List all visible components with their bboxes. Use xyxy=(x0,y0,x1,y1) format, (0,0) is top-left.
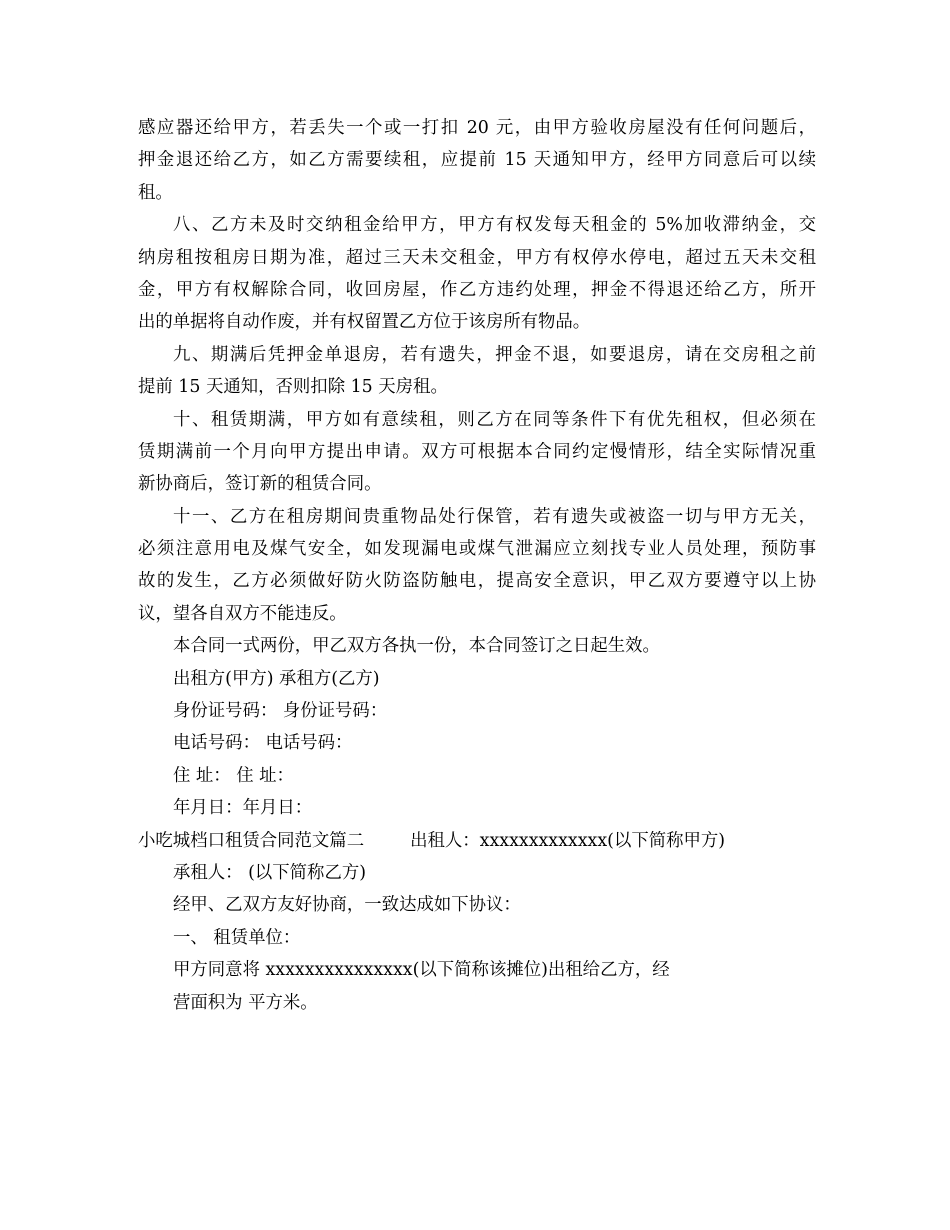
section-title: 小吃城档口租赁合同范文篇二 xyxy=(138,830,365,851)
document-page xyxy=(138,112,816,1019)
agreement-intro: 经甲、乙双方友好协商，一致达成如下协议： xyxy=(173,895,521,916)
clause-8-line-2: 纳房租按租房日期为准，超过三天未交租金，甲方有权停水停电，超过五天未交租 xyxy=(138,247,816,268)
clause-8-line-1: 八、乙方未及时交纳租金给甲方，甲方有权发每天租金的 5%加收滞纳金，交 xyxy=(173,215,816,236)
text-line-3: 租。 xyxy=(138,182,173,203)
id-number-label: 身份证号码： 身份证号码： xyxy=(173,701,388,722)
clause-1-line-2: 营面积为 平方米。 xyxy=(173,992,318,1013)
clause-10-line-2: 赁期满前一个月向甲方提出申请。双方可根据本合同约定慢情形，结全实际情况重 xyxy=(138,441,816,462)
clause-9-line-2: 提前 15 天通知，否则扣除 15 天房租。 xyxy=(138,377,448,398)
clause-1-heading: 一、 租赁单位： xyxy=(173,927,301,948)
clause-8-line-4: 出的单据将自动作废，并有权留置乙方位于该房所有物品。 xyxy=(138,312,591,333)
clause-11-line-1: 十一、乙方在租房期间贵重物品处行保管，若有遗失或被盗一切与甲方无关， xyxy=(173,506,816,527)
date-label: 年月日：年月日： xyxy=(173,798,313,819)
clause-10-line-3: 新协商后，签订新的租赁合同。 xyxy=(138,474,382,495)
text-line-2: 押金退还给乙方，如乙方需要续租，应提前 15 天通知甲方，经甲方同意后可以续 xyxy=(138,150,816,171)
clause-9-line-1: 九、期满后凭押金单退房，若有遗失，押金不退，如要退房，请在交房租之前 xyxy=(173,344,816,365)
effective-clause: 本合同一式两份，甲乙双方各执一份，本合同签订之日起生效。 xyxy=(173,636,660,657)
phone-label: 电话号码： 电话号码： xyxy=(173,733,353,754)
text-line-1: 感应器还给甲方，若丢失一个或一打扣 20 元，由甲方验收房屋没有任何问题后， xyxy=(138,118,816,138)
clause-10-line-1: 十、租赁期满，甲方如有意续租，则乙方在同等条件下有优先租权，但必须在 xyxy=(173,409,816,430)
section-heading-line xyxy=(138,825,816,857)
parties-label: 出租方(甲方) 承租方(乙方) xyxy=(173,668,380,689)
lessor-label: 出租人：xxxxxxxxxxxxx(以下简称甲方) xyxy=(410,830,726,851)
clause-8-line-3: 金，甲方有权解除合同，收回房屋，作乙方违约处理，押金不得退还给乙方，所开 xyxy=(138,279,816,300)
clause-1-line-1: 甲方同意将 xxxxxxxxxxxxxxx(以下简称该摊位)出租给乙方，经 xyxy=(173,960,670,981)
address-label: 住 址： 住 址： xyxy=(173,765,294,786)
lessee-label: 承租人： (以下简称乙方) xyxy=(173,862,367,883)
clause-11-line-4: 议，望各自双方不能违反。 xyxy=(138,603,347,624)
clause-11-line-2: 必须注意用电及煤气安全，如发现漏电或煤气泄漏应立刻找专业人员处理，预防事 xyxy=(138,539,816,560)
clause-11-line-3: 故的发生，乙方必须做好防火防盗防触电，提高安全意识，甲乙双方要遵守以上协 xyxy=(138,571,816,592)
